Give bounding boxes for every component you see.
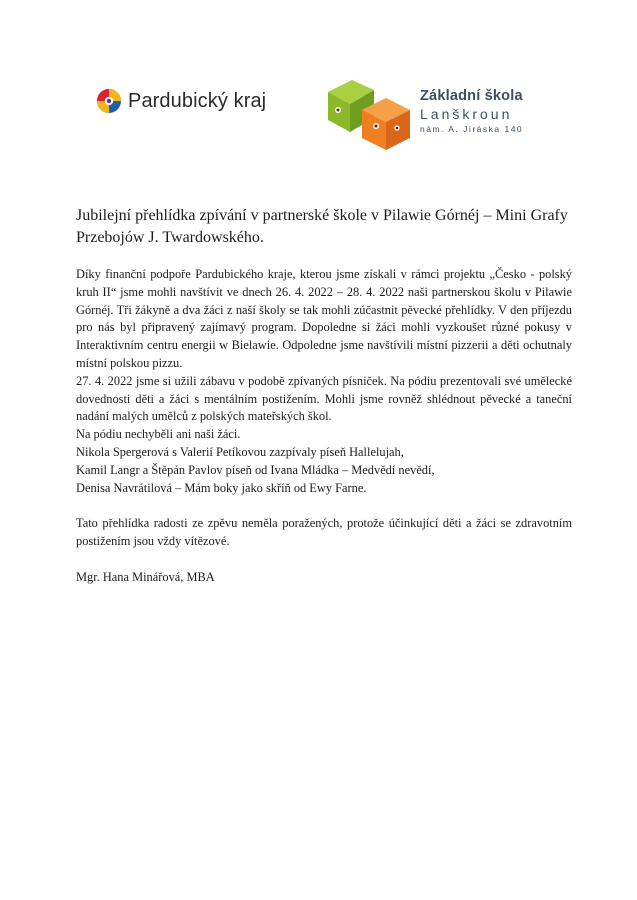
school-address: nám. A. Jiráska 140	[420, 124, 524, 134]
paragraph-conclusion: Tato přehlídka radosti ze zpěvu neměla poražených, protože účinkující děti a žáci se zdravotním postižením jsou vždy vítězové.	[76, 516, 572, 548]
school-city: Lanškroun	[420, 106, 513, 122]
paragraph-performance: 27. 4. 2022 jsme si užili zábavu v podobě zpívaných písniček. Na pódiu prezentovali své umělecké dovednosti děti a žáci s mentálním postižením. Mohli jsme rovněž shlédnout pěvecké a taneční nadání malých umělců z polských mateřských škol.	[76, 373, 572, 424]
pardubicky-kraj-logo	[96, 88, 266, 114]
school-logo-text	[420, 87, 523, 135]
pardubicky-kraj-emblem-icon	[96, 88, 122, 114]
paragraph-spacer	[76, 551, 572, 569]
pardubicky-kraj-logo-text: Pardubický kraj	[128, 89, 267, 112]
line-na-podiu: Na pódiu nechyběli ani naši žáci.	[76, 427, 241, 442]
school-logo-cubes	[322, 74, 418, 154]
signature: Mgr. Hana Minářová, MBA	[76, 569, 215, 584]
performer-line: Kamil Langr a Štěpán Pavlov píseň od Ivana Mládka – Medvědí nevědí,	[76, 462, 435, 477]
school-name: Základní škola	[420, 88, 523, 104]
school-cubes-icon	[322, 74, 418, 154]
performer-line: Nikola Spergerová s Valerií Petíkovou zazpívaly píseň Hallelujah,	[76, 444, 404, 459]
performer-line: Denisa Navrátilová – Mám boky jako skříň od Ewy Farne.	[76, 480, 367, 495]
article-body	[76, 266, 572, 586]
paragraph-spacer	[76, 497, 572, 515]
article-title: Jubilejní přehlídka zpívání v partnerské škole v Pilawie Górnéj – Mini Grafy Przebojów J. Twardowského.	[76, 207, 568, 246]
paragraph-funding: Díky finanční podpoře Pardubického kraje, kterou jsme získali v rámci projektu „Česko - polský kruh II“ jsme mohli navštívit ve dnech 26. 4. 2022 – 28. 4. 2022 naši partnerskou školu v Pilawie Górnéj. Tři žákyně a dva žáci z naší školy se tak mohli zúčastnit pěvecké přehlídky. V den příjezdu pro nás byl připravený zajímavý program. Dopoledne si žáci mohli vyzkoušet různé pokusy v Interaktivním centru energii w Bielawie. Odpoledne jsme navštívili místní pizzerii a děti ochutnaly místní polskou pizzu.	[76, 267, 572, 370]
